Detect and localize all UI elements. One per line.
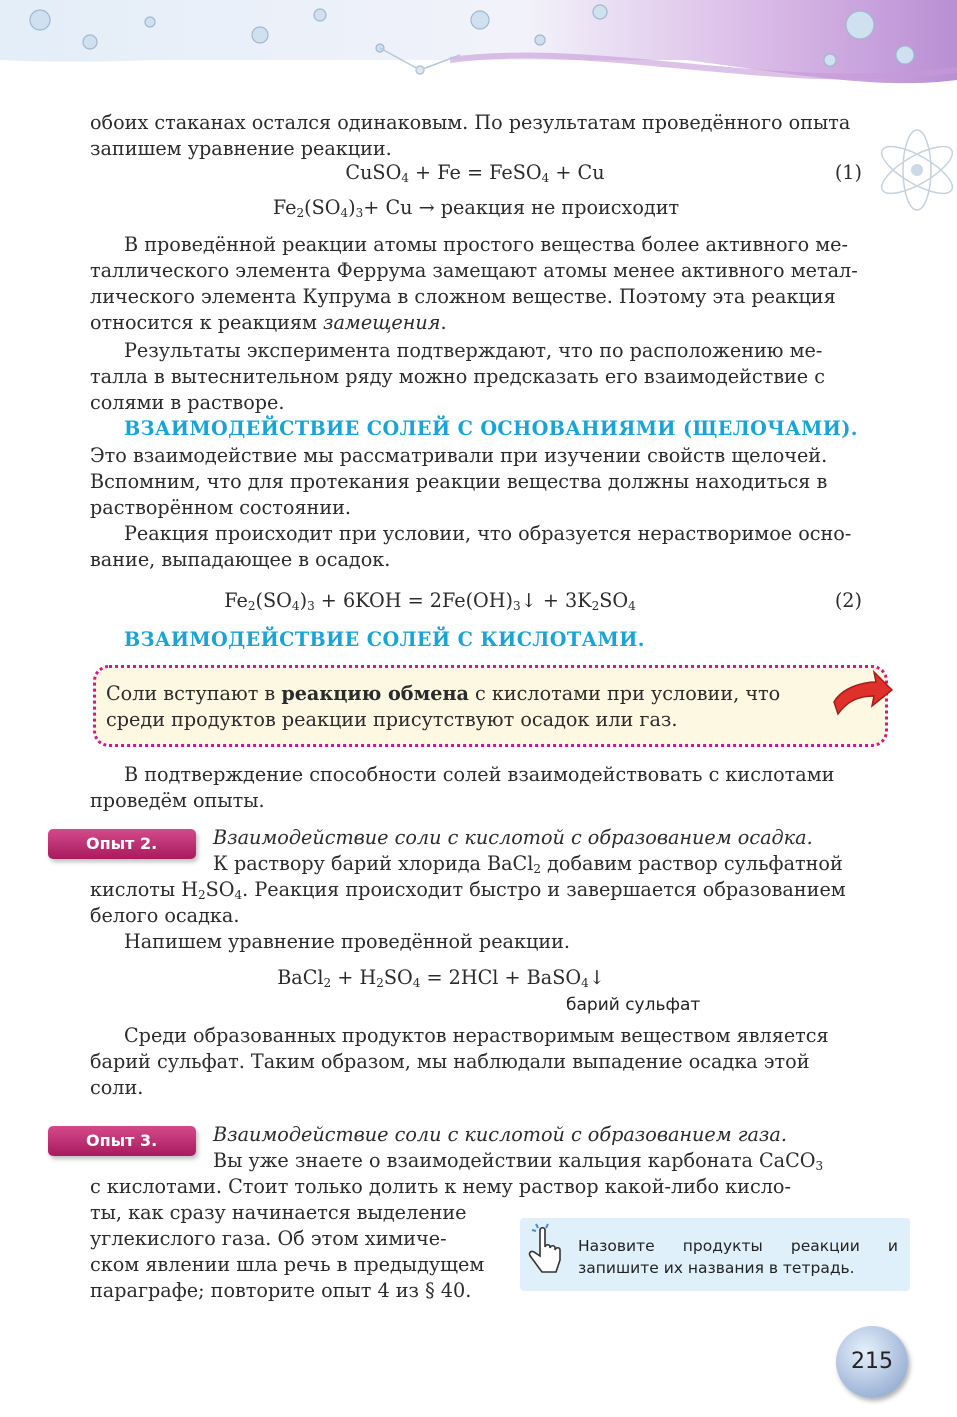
equation-number: (1) [834,161,862,184]
text-line: ты, как сразу начинается выделение [90,1201,467,1224]
text-line: ском явлении шла речь в предыдущем [90,1253,485,1276]
text-line: запишем уравнение реакции. [90,137,392,160]
atom-decoration [867,100,957,240]
header-banner [0,0,957,110]
text-line: В подтверждение способности солей взаимодействовать с кислотами [124,763,835,786]
section-heading-bases: ВЗАИМОДЕЙСТВИЕ СОЛЕЙ С ОСНОВАНИЯМИ (ЩЕЛОЧАМИ). [124,417,858,440]
text-line: проведём опыты. [90,789,265,812]
text-line: Напишем уравнение проведённой реакции. [124,930,571,953]
text-line: лического элемента Купрума в сложном веществе. Поэтому эта реакция [90,285,836,308]
experiment-2-text [90,825,862,955]
text-line: В проведённой реакции атомы простого вещества более активного ме- [124,233,848,256]
text-line: солями в растворе. [90,391,285,414]
paragraph-results [90,338,862,416]
paragraph-bases [90,443,862,521]
text-line: талла в вытеснительном ряду можно предсказать его взаимодействие с [90,365,825,388]
text-line: К раствору барий хлорида BaCl$_2$ добавим раствор сульфатной [213,852,843,876]
pointing-hand-icon [526,1220,566,1288]
text-line: Вы уже знаете о взаимодействии кальция карбоната CaCO$_3$ [213,1149,824,1173]
text-line: вание, выпадающее в осадок. [90,548,391,571]
equation-3: BaCl$_2$ + $H_2SO_4 = 2HCl$ + BaSO$_4$↓ [277,966,605,990]
experiment-3-tag: Опыт 3. [48,1126,196,1156]
text-line: Вспомним, что для протекания реакции вещества должны находиться в [90,470,828,493]
text-line: Результаты эксперимента подтверждают, что по расположению ме- [124,339,823,362]
equation-1b: $Fe_2(SO_4)_3+ Cu$ → реакция не происходит [272,196,680,220]
text-line: Среди образованных продуктов нерастворимым веществом является [124,1024,829,1047]
text-line: Это взаимодействие мы рассматривали при изучении свойств щелочей. [90,444,828,467]
paragraph-experiments-intro [90,762,862,814]
text-line: углекислого газа. Об этом химиче- [90,1227,447,1250]
paragraph-substitution [90,232,862,336]
red-arrow-icon [828,668,894,718]
text-line: с кислотами. Стоит только долить к нему раствор какой-либо кисло- [90,1175,791,1198]
section-heading-acids: ВЗАИМОДЕЙСТВИЕ СОЛЕЙ С КИСЛОТАМИ. [124,628,645,651]
paragraph-intro [90,110,862,162]
text-line: таллического элемента Феррума замещают атомы менее активного метал- [90,259,858,282]
text-line: белого осадка. [90,904,240,927]
equation-2: $Fe_2(SO_4)_3 + 6KOH$ = $2Fe(OH)_3↓ + 3K_2SO_4$ [224,589,636,613]
experiment-2-tag: Опыт 2. [48,829,196,859]
paragraph-condition [90,521,862,573]
text-line: растворённом состоянии. [90,496,352,519]
text-line: относится к реакциям замещения. [90,311,447,334]
text-line: обоих стаканах остался одинаковым. По результатам проведённого опыта [90,111,851,134]
equation-number: (2) [834,589,862,612]
text-line: кислоты $H_2SO_4$. Реакция происходит быстро и завершается образованием [90,878,846,902]
rule-text: Соли вступают в реакцию обмена с кислотами при условии, что среди продуктов реакции присутствуют осадок или газ. [106,682,781,731]
text-line: параграфе; повторите опыт 4 из § 40. [90,1279,472,1302]
text-line: Реакция происходит при условии, что образуется нерастворимое осно- [124,522,852,545]
equation-1: CuSO$_4$ + Fe = FeSO$_4$ + Cu [345,161,605,185]
term-emphasis: замещения [323,311,441,334]
equation-caption: барий сульфат [566,995,701,1015]
paragraph-precipitate [90,1023,862,1101]
page-number: 215 [836,1326,908,1398]
text-line: соли. [90,1076,144,1099]
experiment-title: Взаимодействие соли с кислотой с образованием осадка. [213,826,813,849]
text-line: барий сульфат. Таким образом, мы наблюдали выпадение осадка этой [90,1050,810,1073]
experiment-title: Взаимодействие соли с кислотой с образованием газа. [213,1123,787,1146]
term-bold: реакцию обмена [281,682,469,705]
tip-text: Назовите продукты реакции и запишите их названия в тетрадь. [578,1237,898,1277]
